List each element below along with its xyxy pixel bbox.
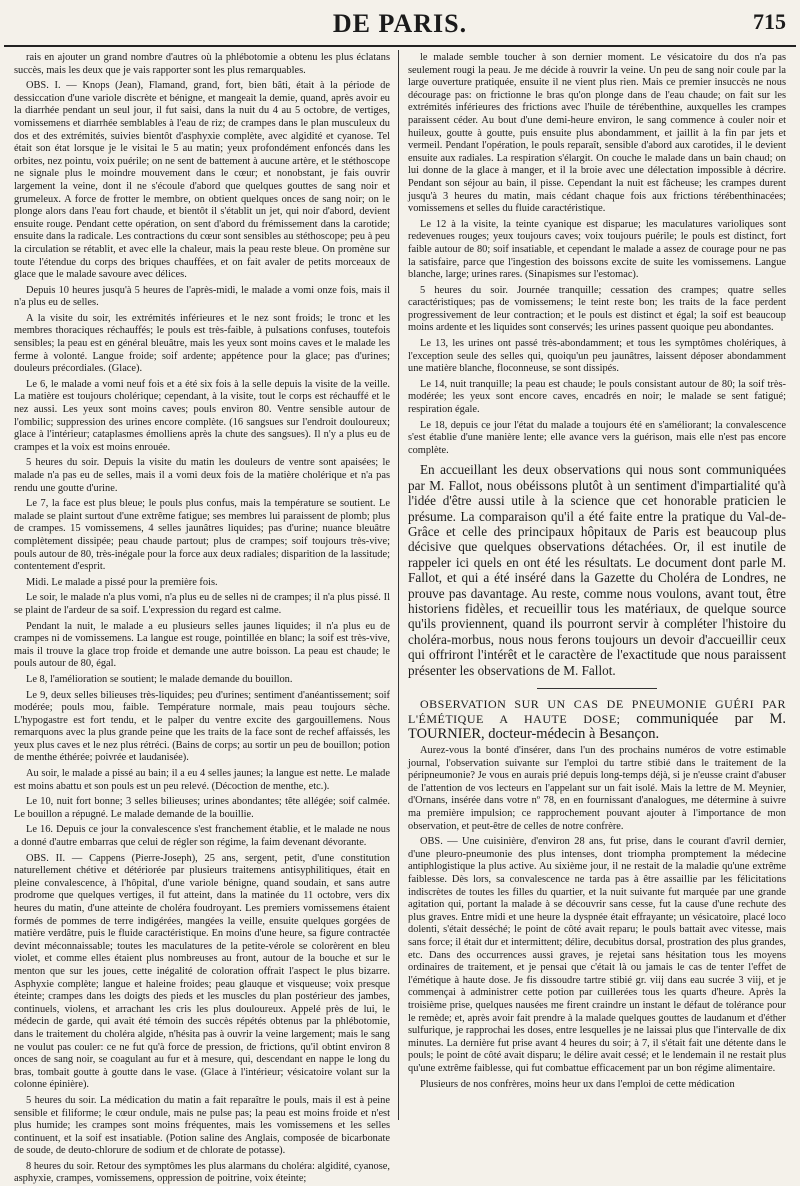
article-title-caps: OBSERVATION SUR UN CAS DE PNEUMONIE GUÉRI PAR L'ÉMÉTIQUE A HAUTE DOSE; [408, 697, 786, 727]
paragraph: Le 12 à la visite, la teinte cyanique est disparue; les maculatures varioliques sont redevenues rouges; yeux toujours caves; voix toujours puérile; le pouls est distinct, fort faible autour de 80; soif insatiable, et cependant le malade a assez de courage pour ne pas la satisfaire, parce que l'ingestion des boissons excite de suite les vomissemens. Langue blanche, large; urines rares. (Sinapismes sur l'estomac). [408, 218, 786, 281]
paragraph: Le 14, nuit tranquille; la peau est chaude; le pouls consistant autour de 80; la soif très-modérée; les yeux sont encore caves, encadrés en noir; le malade se sent fatigué; respiration égale. [408, 378, 786, 416]
paragraph: Le 7, la face est plus bleue; le pouls plus confus, mais la température se soutient. Le malade se plaint surtout d'une extrême fatigue; ses membres lui paraissent de plomb; plus de crampes. 15 vomissemens, 4 selles jaunâtres liquides; pas d'urine; nuance bleuâtre complètement dissipée; peau chaude partout; plus de crampes; soif toujours très-vive; pouls autour de 80, très-inégale pour la force aux deux radiales; disparition de la lassitude; contentement d'esprit. [14, 498, 390, 573]
header-rule [4, 45, 796, 47]
paragraph: A la visite du soir, les extrémités inférieures et le nez sont froids; le tronc et les membres thoraciques réchauffés; le pouls est très-faible, à pulsations confuses, toutefois sensibles; la peau est en général bleuâtre, mais les yeux sont moins caves et le malade les ferme à volonté. Langue froide; soif ardente; appétence pour la glace; pas d'urines; douleurs précordiales. (Glace). [14, 312, 390, 375]
paragraph: OBS. — Une cuisinière, d'environ 28 ans, fut prise, dans le courant d'avril dernier, d'une pleuro-pneumonie des plus intenses, dont triompha promptement la médecine antiphlogistique la plus active. Au sixième jour, il ne restait de la maladie qu'une extrême faiblesse. Dès lors, sa convalescence ne tarda pas à être assaillie par les félicitations indiscrètes de toutes les filles du quartier, et la nuit suivante fut marquée par une grande agitation qui, portant la malade à se découvrir sans cesse, fut la cause d'une rechute des plus graves. Entre midi et une heure la dyspnée était effrayante; un vésicatoire, placé loco dolenti, s'était desséché; le point de côté avait reparu; le pouls battait avec vitesse, mais sans force; il était dur et intermittent; délire, decubitus dorsal, prostration des plus grandes, etc. Dans des occurrences aussi graves, je rejetai sans hésitation tous les moyens ordinaires de traitement, et je pensai que c'était là ou jamais le cas de tenter l'effet de l'émétique à haute dose. Je fis dissoudre tartre stibié gr. viij dans eau sucrée 3 viij, et je commençai à administrer cette potion par cuillerées tous les quarts d'heure. Après la troisième prise, quelques nausées me firent craindre un instant le défaut de tolérance pour le remède; et, après avoir fait prendre à la malade quelques gouttes de laudanum et d'éther sulfurique, je rapprochai les doses, entre lesquelles je ne laissai plus que l'intervalle de dix minutes. La dernière fut prise avant 4 heures du soir; à 7, il s'était fait une détente dans le pouls; le point de côté avait disparu; le délire avait cessé; et le lendemain il ne restait plus qu'une extrême faiblesse, qui fut combattue efficacement par un bon régime alimentaire. [408, 836, 786, 1074]
paragraph: 8 heures du soir. Retour des symptômes les plus alarmans du choléra: algidité, cyanose, asphyxie, crampes, vomissemens, oppression de poitrine, voix éteinte; [14, 1160, 390, 1185]
paragraph: Le 9, deux selles bilieuses très-liquides; peu d'urines; sentiment d'anéantissement; soif modérée; pouls mou, faible. Température normale, mais peau toujours sèche. L'hypogastre est fort tendu, et le palper du ventre excite des gargouillemens. Nous remarquons avec la plus grande peine que les traits de la face sont de rechef affaissés, les yeux plus caves et le nez plus rétréci. (Bains de corps; au sortir un peu de bouillon; potion de menthe éthérée; poivrée et laudanisée). [14, 689, 390, 764]
paragraph: Le soir, le malade n'a plus vomi, n'a plus eu de selles ni de crampes; il n'a plus pissé. Il se plaint de l'ardeur de sa soif. L'expression du regard est calme. [14, 592, 390, 616]
paragraph: 5 heures du soir. Depuis la visite du matin les douleurs de ventre sont apaisées; le malade n'a pas eu de selles, mais il a vomi deux fois de la matière cholérique et n'a pas rendu une goutte d'urine. [14, 457, 390, 494]
paragraph: Le 10, nuit fort bonne; 3 selles bilieuses; urines abondantes; tête allégée; soif calmée. Le bouillon a répugné. Le malade demande de la bouillie. [14, 796, 390, 820]
left-column [14, 52, 390, 1185]
page-header [0, 0, 800, 42]
paragraph: OBS. II. — Cappens (Pierre-Joseph), 25 ans, sergent, petit, d'une constitution naturellement chétive et détériorée par plusieurs traitemens antisyphilitiques, était en pleine convalescence, à l'hôpital, d'une variole bénigne, quand soudain, et sans autre prodrome que quelques vertiges, il fut atteint, dans la matinée du 11 octobre, vers dix heures du matin, d'une atteinte de choléra foudroyant. Les premiers vomissemens étaient formés de pommes de terre indigérées, mangées la veille, ensuite quelques gorgées de matière verdâtre, puis le fluide caractéristique. En moins d'une heure, sa figure contractée devint méconnaissable; toutes les maculatures de la petite-vérole se colorèrent en bleu violet, et comme elles étaient plus nombreuses au front, autour de la bouche et sur le menton que sur les joues, cette inégalité de coloration offrait l'aspect le plus bizarre. Asphyxie complète; langue et haleine froides; peau glauque et visqueuse; voix presque éteinte; crampes dans les doigts des pieds et les muscles du plan postérieur des jambes, continuels, violens, et arrachant les cris les plus douloureux. Appelé près de lui, le médecin de garde, qui avait été témoin des succès répétés obtenus par la phlébotomie, dans le traitement du choléra algide, n'hésita pas à ouvrir la veine largement; mais le sang ne voulut pas couler: ce ne fut qu'à force de pression, de frictions, qu'il obtint environ 8 onces de sang noir, se coagulant au fur et à mesure, qui, descendant en nappe le long du bras, tombait goutte à goutte dans le vase. (Glace à l'intérieur; vésicatoire volant sur la colonne épinière). [14, 852, 390, 1091]
right-column [408, 52, 786, 1118]
paragraph: Midi. Le malade a pissé pour la première fois. [26, 576, 218, 588]
paragraph: le malade semble toucher à son dernier moment. Le vésicatoire du dos n'a pas seulement rougi la peau. Je me décide à rouvrir la veine. Un peu de sang noir coule par la large ouverture pratiquée, ensuite il ne vient plus rien. Mais ce premier insuccès ne nous décourage pas: on frictionne le bras qu'on plonge dans de l'eau chaude; on fait sur les extrémités inférieures des frictions avec l'huile de térébenthine, auxquelles les crampes paraissent céder. Au bout d'une demi-heure environ, le sang commence à couler noir et huileux, goutte à goutte, puis ensuite plus abondamment, et jaillit à la fin par jets et vermeil. Pendant l'opération, le pouls reparaît, sensible d'abord aux carotides, il le devient ensuite aux radiales. La respiration s'élargit. On couche le malade dans un bain chaud; on lui donne de la glace à manger, et il la broie avec une délectation impossible à décrire. Pendant son séjour au bain, il pisse. Cependant la nuit est fâcheuse; les crampes durent jusqu'à 3 heures du matin, mais cédant chaque fois aux frictions térébenthinacées; vomissemens et selles du fluide caractéristique. [408, 52, 786, 215]
article-title [408, 697, 786, 742]
paragraph: rais en ajouter un grand nombre d'autres où la phlébotomie a obtenu les plus éclatans succès, mais les deux que je vais rapporter sont les plus remarquables. [14, 52, 390, 76]
editorial-note: En accueillant les deux observations qui nous sont communiquées par M. Fallot, nous obéissons plutôt à un sentiment d'impartialité qu'à l'idée d'être aussi utile à la science que cet honorable praticien le présume. La comparaison qu'il a été faite entre la pratique du Val-de-Grâce et celle des principaux hôpitaux de Paris est beaucoup plus décisive que quelques observations détachées. Or, il est inutile de rappeler ici quels en ont été les résultats. Le document dont parle M. Fallot, et qui a été inséré dans la Gazette du Choléra de Londres, ne prouve pas davantage. Au reste, comme nous voulons, avant tout, être historiens fidèles, et recueillir tous les matériaux, de quelque source qu'ils proviennent, quand ils pourront servir à compléter l'histoire du choléra-morbus, nous nous ferons toujours un devoir d'accueillir ceux qui offriront l'intérêt et le caractère de l'exactitude que nous paraissent présenter les observations de M. Fallot. [408, 462, 786, 678]
paragraph: OBS. I. — Knops (Jean), Flamand, grand, fort, bien bâti, était à la période de dessiccation d'une variole discrète et bénigne, et mangeait la demie, quand, après avoir eu la diarrhée pendant un seul jour, il fut saisi, dans la nuit du 4 au 5 octobre, de vertiges, vomissemens et diarrhée semblables à l'eau de riz; de crampes dans le plan musculeux du dos et des extrémités, suivies bientôt d'asphyxie complète, avec algidité et cyanose. Tel était son état lorsque je le visitai le 5 au matin; yeux profondément enfoncés dans les orbites, nez pointu, voix puérile; on ne sent de battement à aucune artère, et le stéthoscope ne signale plus le moindre mouvement dans le cœur; et nonobstant, je fais ouvrir largement la veine, dont il ne s'écoule d'abord que quelques gouttes de sang noir et grumeleux. A force de frotter le membre, on obtient quelques onces de sang noir; on le plonge alors dans l'eau fort chaude, et bientôt il s'établit un jet, qui noir d'abord, devient ensuite rouge. Pendant cette opération, on sent d'abord du frémissement dans la carotide; ensuite dans la radicale. Les contractions du cœur sont sensibles au stéthoscope; peu à peu la circulation se rétablit, et avec elle la chaleur, mais la peau reste bleue. On promène sur toute l'étendue du corps des briques chauffées, et on fait avaler de petits morceaux de glace que le malade savoure avec délices. [14, 80, 390, 281]
paragraph: Au soir, le malade a pissé au bain; il a eu 4 selles jaunes; la langue est nette. Le malade est moins abattu et son pouls est un peu relevé. (Décoction de menthe, etc.). [14, 768, 390, 792]
article-title-byline: communiquée par M. TOURNIER, docteur-médecin à Besançon. [408, 711, 787, 743]
paragraph: Le 6, le malade a vomi neuf fois et a été six fois à la selle depuis la visite de la veille. La matière est toujours cholérique; cependant, à la visite, tout le corps est réchauffé et le nez aussi. Les yeux sont moins caves; pouls environ 80. Ventre sensible autour de l'ombilic; suppression des urines encore complète. (16 sangsues sur l'endroit douloureux; glace à l'intérieur; cataplasmes émolliens après la chute des sangsues). Il n'y a plus eu de crampes et la voix est moins enrouée. [14, 378, 390, 453]
column-divider [398, 50, 399, 1120]
paragraph: Le 8, l'amélioration se soutient; le malade demande du bouillon. [26, 673, 293, 685]
paragraph: 5 heures du soir. Journée tranquille; cessation des crampes; quatre selles caractéristiques; pas de vomissemens; le teint reste bon; les traits de la face perdent progressivement de leur contraction; et le pouls est distinct et égal; la soif est beaucoup moins ardente et les liquides sont conservés; les urines passent quoique peu abondantes. [408, 284, 786, 334]
running-title: DE PARIS. [332, 9, 468, 38]
paragraph: Le 16. Depuis ce jour la convalescence s'est franchement établie, et le malade ne nous a donné d'autre embarras que celui de régler son régime, la faim devenant dévorante. [14, 824, 390, 849]
paragraph: Depuis 10 heures jusqu'à 5 heures de l'après-midi, le malade a vomi onze fois, mais il n'a plus eu de selles. [14, 284, 390, 309]
paragraph: Plusieurs de nos confrères, moins heur ux dans l'emploi de cette médication [420, 1078, 735, 1090]
paragraph: 5 heures du soir. La médication du matin a fait reparaître le pouls, mais il est à peine sensible et filiforme; le cœur ondule, mais ne pulse pas; la peau est moins froide et n'est plus humide; les crampes sont moins fréquentes, mais les vomissemens et les selles continuent, et la soif est insatiable. (Potion saline des Anglais, composée de bicarbonate de soude, de deuto-chlorure de sodium et de chlorate de potasse). [14, 1094, 390, 1157]
paragraph: Le 18, depuis ce jour l'état du malade a toujours été en s'améliorant; la convalescence s'est établie d'une manière lente; elle avance vers la guérison, mais elle n'est pas encore complète. [408, 419, 786, 456]
paragraph: Aurez-vous la bonté d'insérer, dans l'un des prochains numéros de votre estimable journal, l'observation suivante sur l'emploi du tartre stibié dans le traitement de la péripneumonie? Je vous en aurais prié depuis long-temps déjà, si je n'eusse craint d'abuser de l'attention de vos lecteurs en l'appelant sur un fait isolé. Mais la lettre de M. Meynier, d'Ornans, insérée dans votre nº 78, en en fournissant d'analogues, me détermine à suivre ma première impulsion; ce rapprochement pouvant ajouter à l'importance de mon observation, et peut-être de celles de notre confrère. [408, 745, 786, 832]
paragraph: Le 13, les urines ont passé très-abondamment; et tous les symptômes cholériques, à l'exception seule des selles qui, quoiqu'un peu jaunâtres, laissent déposer abondamment une matière blanche, floconneuse, se sont dissipés. [408, 338, 786, 375]
section-separator [537, 688, 657, 689]
paragraph: Pendant la nuit, le malade a eu plusieurs selles jaunes liquides; il n'a plus eu de crampes ni de vomissemens. La langue est rouge, pointillée en blanc; la soif est très-vive, mais il trouve la glace trop froide et demande une autre boisson. La peau est chaude; le pouls autour de 80, égal. [14, 620, 390, 670]
page-number: 715 [753, 9, 786, 34]
